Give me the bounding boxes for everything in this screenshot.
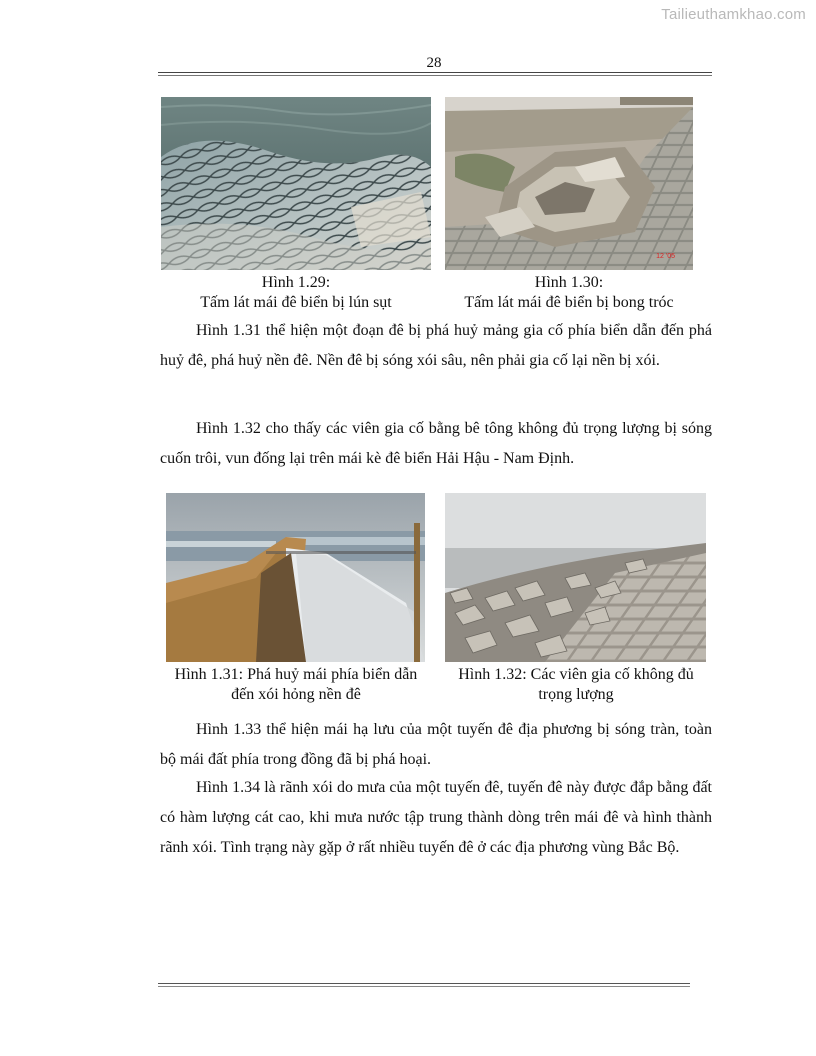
photo-figure-1-29 bbox=[161, 97, 431, 270]
header-rule-thin bbox=[158, 75, 712, 76]
figure-1-32-caption-line1: Hình 1.32: Các viên gia cố không đủ bbox=[458, 666, 694, 683]
figure-1-29-label: Hình 1.29: bbox=[261, 274, 331, 291]
figure-1-31-caption-line1: Hình 1.31: Phá huỷ mái phía biển dẫn bbox=[174, 666, 418, 683]
photo-figure-1-32 bbox=[445, 493, 706, 662]
watermark: Tailieuthamkhao.com bbox=[661, 6, 806, 23]
header-rule bbox=[158, 72, 712, 73]
footer-rule bbox=[158, 983, 690, 984]
photo-figure-1-31 bbox=[166, 493, 425, 662]
paragraph-1: Hình 1.31 thể hiện một đoạn đê bị phá huỷ mảng gia cố phía biển dẫn đến phá huỷ đê, phá huỷ nền đê. Nền đê bị sóng xói sâu, nên phải gia cố lại nền bị xói. bbox=[160, 322, 712, 369]
footer-rule-thin bbox=[158, 986, 690, 987]
paragraph-4: Hình 1.34 là rãnh xói do mưa của một tuyến đê, tuyến đê này được đắp bằng đất có hàm lượng cát cao, khi mưa nước tập trung thành dòng trên mái đê và hình thành rãnh xói. Tình trạng này gặp ở rất nhiều tuyến đê ở các địa phương vùng Bắc Bộ. bbox=[160, 779, 712, 856]
figure-1-30-label: Hình 1.30: bbox=[534, 274, 604, 291]
photo-figure-1-30 bbox=[445, 97, 693, 270]
figure-1-30-caption: Tấm lát mái đê biển bị bong tróc bbox=[464, 294, 674, 311]
figure-1-32-caption-line2: trọng lượng bbox=[538, 686, 614, 703]
figure-1-31-caption-line2: đến xói hỏng nền đê bbox=[231, 686, 361, 703]
paragraph-2: Hình 1.32 cho thấy các viên gia cố bằng bê tông không đủ trọng lượng bị sóng cuốn trôi, vun đống lại trên mái kè đê biển Hải Hậu - Nam Định. bbox=[160, 420, 712, 467]
figure-1-29-caption: Tấm lát mái đê biển bị lún sụt bbox=[200, 294, 392, 311]
photo-date-stamp: 12 '05 bbox=[656, 253, 675, 260]
paragraph-3: Hình 1.33 thể hiện mái hạ lưu của một tuyến đê địa phương bị sóng tràn, toàn bộ mái đất phía trong đồng đã bị phá hoại. bbox=[160, 721, 712, 768]
page-number: 28 bbox=[426, 55, 442, 71]
